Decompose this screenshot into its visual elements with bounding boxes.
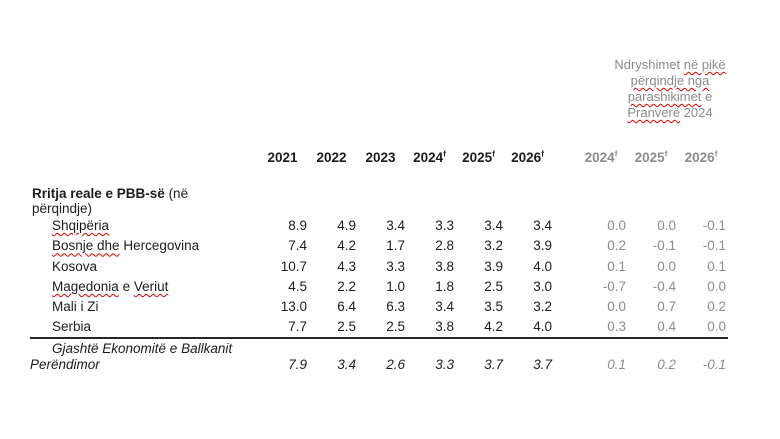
change-cell: 0.1 — [607, 258, 626, 274]
value-cell: 7.7 — [288, 319, 307, 335]
forecast-change-note — [575, 57, 765, 121]
value-cell: 4.5 — [288, 278, 307, 294]
table-header-row — [30, 150, 726, 165]
value-cell: 1.8 — [435, 278, 454, 294]
value-cell: 4.9 — [337, 218, 356, 233]
row-label — [30, 236, 258, 256]
value-cell: 4.2 — [484, 319, 503, 335]
footer-value-cell: 3.3 — [435, 357, 454, 372]
table-row — [30, 257, 726, 277]
forecast-superscript: f — [614, 149, 618, 159]
value-cell: 3.8 — [435, 258, 454, 274]
value-cell: 3.3 — [435, 218, 454, 233]
year-header: 2025$^f$ — [462, 149, 495, 165]
change-year-header: 2024$^f$ — [584, 149, 618, 165]
change-cell: 0.0 — [657, 258, 676, 274]
value-cell: 3.8 — [435, 319, 454, 335]
row-label — [30, 297, 258, 317]
footer-change-cell: 0.2 — [657, 357, 676, 372]
misspelled-word: Bosnje dhe — [52, 238, 120, 254]
value-cell: 3.4 — [386, 218, 405, 233]
change-cell: 0.0 — [607, 299, 626, 315]
value-cell: 2.5 — [484, 278, 503, 294]
value-cell: 10.7 — [280, 258, 307, 274]
value-cell: 7.4 — [288, 238, 307, 254]
misspelled-word: Pranverë — [627, 105, 681, 120]
label-text: e — [701, 89, 713, 104]
value-cell: 13.0 — [280, 299, 307, 315]
change-cell: -0.1 — [652, 238, 676, 254]
value-cell: 8.9 — [288, 218, 307, 233]
footer-value-cell: 3.7 — [533, 357, 552, 372]
value-cell: 3.3 — [386, 258, 405, 274]
change-year-header: 2026$^f$ — [684, 149, 718, 165]
value-cell: 1.7 — [386, 238, 405, 254]
misspelled-word: përqindje nga — [630, 73, 710, 88]
table-total-row — [30, 341, 726, 373]
label-text: Hercegovina — [119, 238, 200, 254]
label-text: e — [118, 278, 134, 294]
change-cell: 0.3 — [607, 319, 626, 335]
value-cell: 2.5 — [386, 319, 405, 335]
row-label — [30, 216, 258, 236]
table-row — [30, 236, 726, 256]
value-cell: 3.9 — [533, 238, 552, 254]
table-row — [30, 317, 726, 337]
value-cell: 4.0 — [533, 258, 552, 274]
label-text: Mali i Zi — [52, 299, 99, 315]
note-line — [575, 57, 765, 73]
year-header: 2021 — [267, 150, 298, 165]
change-cell: -0.7 — [602, 278, 626, 294]
value-cell: 2.5 — [337, 319, 356, 335]
footer-value-cell: 3.7 — [484, 357, 503, 372]
table-divider-line — [30, 337, 728, 339]
forecast-superscript: f — [541, 149, 544, 159]
change-cell: -0.1 — [702, 238, 726, 254]
label-text: Ndryshimet — [614, 57, 684, 72]
table-row — [30, 216, 726, 236]
change-cell: 0.4 — [657, 319, 676, 335]
year-header: 2024$^f$ — [413, 149, 446, 165]
value-cell: 3.0 — [533, 278, 552, 294]
value-cell: 3.4 — [435, 299, 454, 315]
value-cell: 3.9 — [484, 258, 503, 274]
value-cell: 6.4 — [337, 299, 356, 315]
value-cell: 4.3 — [337, 258, 356, 274]
year-header: 2023 — [365, 150, 396, 165]
value-cell: 3.4 — [484, 218, 503, 233]
value-cell: 3.4 — [533, 218, 552, 233]
table-body — [30, 216, 726, 338]
table-row — [30, 277, 726, 297]
change-cell: 0.1 — [707, 258, 726, 274]
footer-change-cell: -0.1 — [702, 357, 726, 372]
change-cell: 0.7 — [657, 299, 676, 315]
change-cell: 0.2 — [707, 299, 726, 315]
footer-change-cell: 0.1 — [607, 357, 626, 372]
label-text: Serbia — [52, 319, 92, 335]
value-cell: 6.3 — [386, 299, 405, 315]
year-header: 2026$^f$ — [511, 149, 544, 165]
value-cell: 2.2 — [337, 278, 356, 294]
value-cell: 4.2 — [337, 238, 356, 254]
change-cell: -0.1 — [702, 218, 726, 233]
change-cell: 0.2 — [607, 238, 626, 254]
value-cell: 4.0 — [533, 319, 552, 335]
row-label — [30, 317, 258, 337]
table-group-label — [32, 186, 237, 216]
forecast-superscript: f — [714, 149, 718, 159]
group-label-bold: Rritja reale e PBB-së — [32, 186, 165, 201]
footer-label: Gjashtë Ekonomitë e Ballkanit Perëndimor — [30, 341, 233, 372]
year-header: 2022 — [316, 150, 347, 165]
group-label-normal: (në përqindje) — [32, 186, 189, 216]
value-cell: 2.8 — [435, 238, 454, 254]
row-label — [30, 257, 258, 277]
note-line — [575, 73, 765, 89]
forecast-superscript: f — [443, 149, 446, 159]
misspelled-word: Shqipëria — [52, 218, 110, 233]
value-cell: 3.2 — [484, 238, 503, 254]
forecast-superscript: f — [492, 149, 495, 159]
value-cell: 3.5 — [484, 299, 503, 315]
change-year-header: 2025$^f$ — [634, 149, 668, 165]
misspelled-word: Veriut — [133, 278, 169, 294]
value-cell: 1.0 — [386, 278, 405, 294]
change-cell: 0.0 — [607, 218, 626, 233]
footer-value-cell: 3.4 — [337, 357, 356, 372]
change-cell: 0.0 — [707, 278, 726, 294]
footer-value-cell: 7.9 — [288, 357, 307, 372]
change-cell: 0.0 — [707, 319, 726, 335]
row-label — [30, 277, 258, 297]
misspelled-word: në pikë — [683, 57, 726, 72]
value-cell: 3.2 — [533, 299, 552, 315]
misspelled-word: Magedonia — [52, 278, 119, 294]
change-cell: 0.0 — [657, 218, 676, 233]
label-text: Kosova — [52, 258, 98, 274]
note-line — [575, 89, 765, 105]
change-cell: -0.4 — [652, 278, 676, 294]
misspelled-word: parashikimet — [627, 89, 702, 104]
note-line — [575, 105, 765, 121]
table-row — [30, 297, 726, 317]
label-text: 2024 — [680, 105, 713, 120]
footer-value-cell: 2.6 — [386, 357, 405, 372]
forecast-superscript: f — [664, 149, 668, 159]
